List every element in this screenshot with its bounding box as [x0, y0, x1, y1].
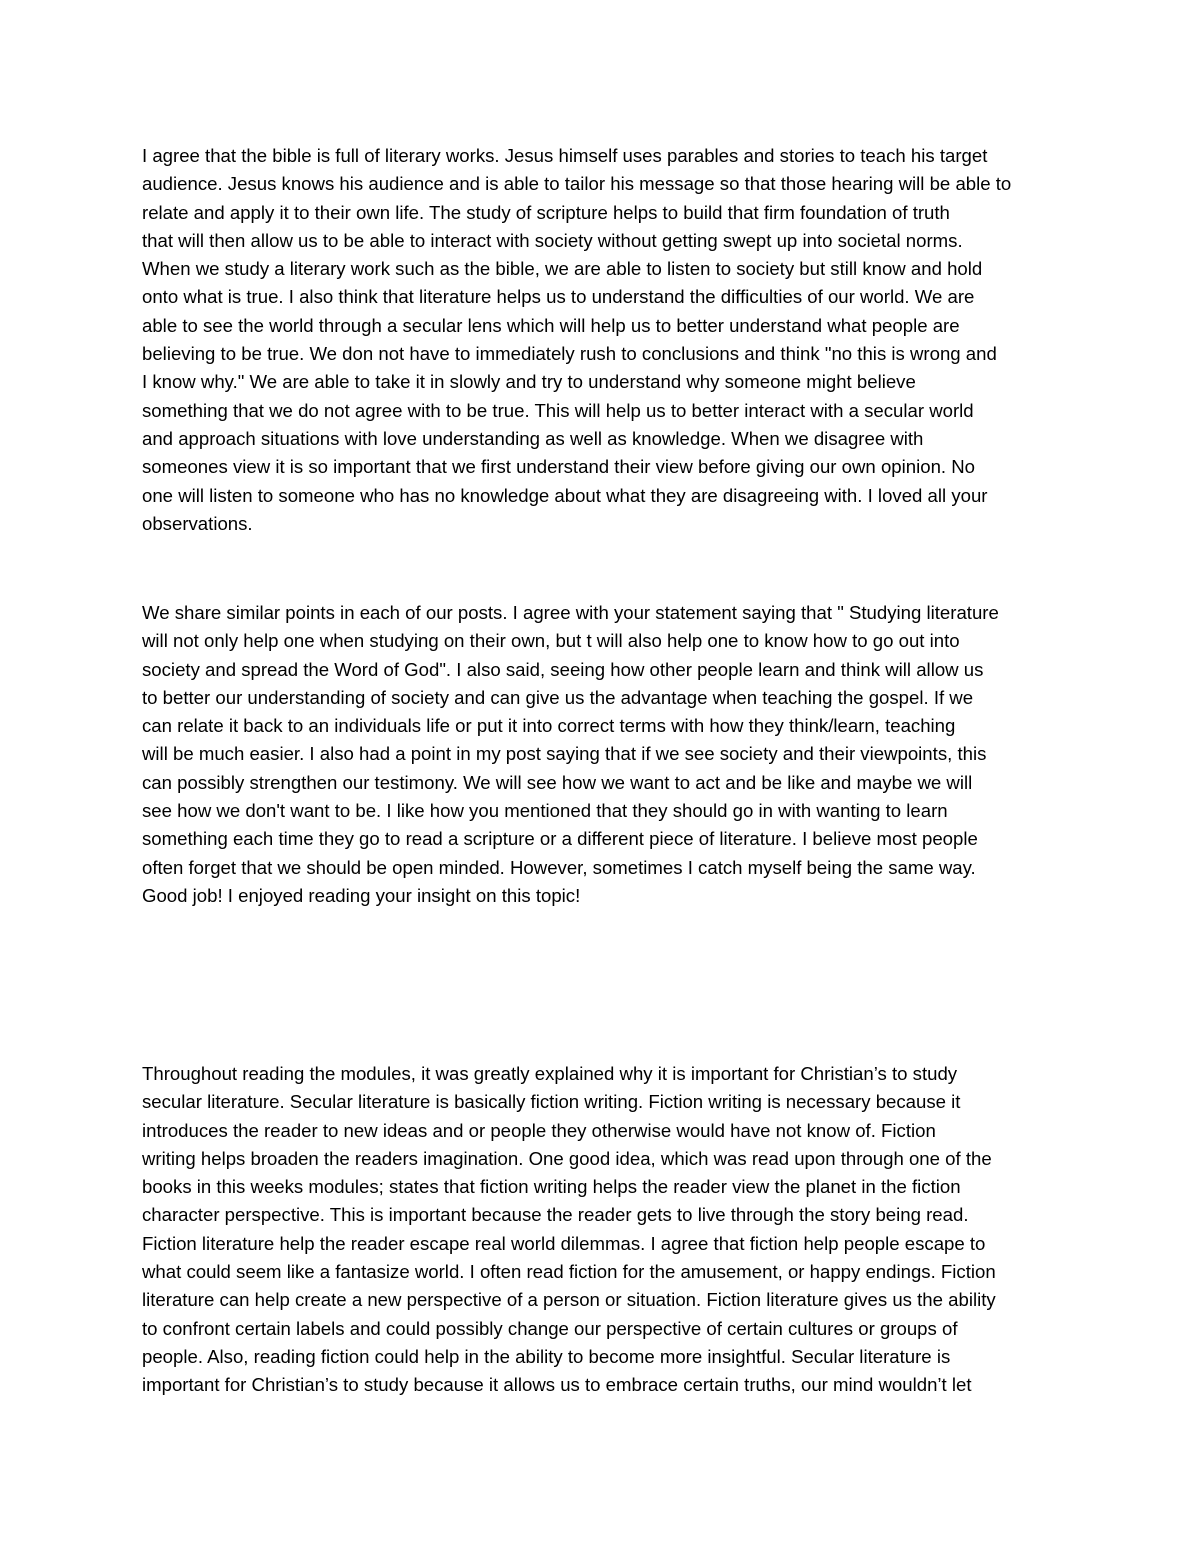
text-line: something each time they go to read a scripture or a different piece of literature. I believe most people	[142, 828, 978, 850]
text-line: I know why." We are able to take it in slowly and try to understand why someone might believe	[142, 371, 916, 393]
text-line: literature can help create a new perspective of a person or situation. Fiction literature gives us the ability	[142, 1289, 996, 1311]
paragraph-2	[142, 599, 999, 910]
text-line: secular literature. Secular literature is basically fiction writing. Fiction writing is necessary because it	[142, 1091, 961, 1113]
text-line: important for Christian’s to study because it allows us to embrace certain truths, our mind wouldn’t let	[142, 1374, 972, 1396]
text-line: something that we do not agree with to be true. This will help us to better interact with a secular world	[142, 399, 974, 421]
text-line: Fiction literature help the reader escape real world dilemmas. I agree that fiction help people escape to	[142, 1232, 986, 1254]
text-line: to better our understanding of society and can give us the advantage when teaching the gospel. If we	[142, 686, 974, 708]
text-line: When we study a literary work such as the bible, we are able to listen to society but still know and hold	[142, 258, 983, 280]
text-line: and approach situations with love understanding as well as knowledge. When we disagree with	[142, 427, 924, 449]
text-line: believing to be true. We don not have to immediately rush to conclusions and think "no this is wrong and	[142, 343, 997, 365]
text-line: someones view it is so important that we first understand their view before giving our own opinion. No	[142, 456, 976, 478]
text-line: can possibly strengthen our testimony. We will see how we want to act and be like and maybe we will	[142, 771, 973, 793]
text-line: will be much easier. I also had a point in my post saying that if we see society and their viewpoints, this	[142, 743, 987, 765]
text-line: We share similar points in each of our posts. I agree with your statement saying that " Studying literature	[142, 602, 999, 623]
text-line: often forget that we should be open minded. However, sometimes I catch myself being the same way.	[142, 856, 976, 878]
text-line: relate and apply it to their own life. The study of scripture helps to build that firm foundation of truth	[142, 201, 950, 223]
text-line: what could seem like a fantasize world. I often read fiction for the amusement, or happy endings. Fiction	[142, 1261, 996, 1283]
text-line: able to see the world through a secular lens which will help us to better understand what people are	[142, 314, 960, 336]
paragraph-1	[142, 142, 1011, 538]
text-line: society and spread the Word of God". I also said, seeing how other people learn and think will allow us	[142, 658, 984, 680]
text-line: observations.	[142, 512, 253, 534]
text-line: Throughout reading the modules, it was greatly explained why it is important for Christian’s to study	[142, 1063, 958, 1084]
text-line: writing helps broaden the readers imagination. One good idea, which was read upon through one of the	[142, 1147, 992, 1169]
text-line: one will listen to someone who has no knowledge about what they are disagreeing with. I loved all your	[142, 484, 988, 506]
text-line: audience. Jesus knows his audience and is able to tailor his message so that those hearing will be able to	[142, 173, 1012, 195]
text-line: I agree that the bible is full of literary works. Jesus himself uses parables and stories to teach his target	[142, 145, 988, 166]
paragraph-3	[142, 1060, 996, 1400]
text-line: people. Also, reading fiction could help in the ability to become more insightful. Secular literature is	[142, 1345, 951, 1367]
text-line: to confront certain labels and could possibly change our perspective of certain cultures or groups of	[142, 1317, 958, 1339]
text-line: can relate it back to an individuals life or put it into correct terms with how they think/learn, teaching	[142, 715, 956, 737]
text-line: onto what is true. I also think that literature helps us to understand the difficulties of our world. We are	[142, 286, 975, 308]
text-line: Good job! I enjoyed reading your insight on this topic!	[142, 884, 581, 906]
text-line: books in this weeks modules; states that fiction writing helps the reader view the planet in the fiction	[142, 1176, 961, 1198]
text-line: introduces the reader to new ideas and or people they otherwise would have not know of. Fiction	[142, 1119, 936, 1141]
text-line: see how we don't want to be. I like how you mentioned that they should go in with wanting to learn	[142, 800, 948, 822]
text-line: will not only help one when studying on their own, but t will also help one to know how to go out into	[142, 630, 960, 652]
text-line: character perspective. This is important because the reader gets to live through the story being read.	[142, 1204, 969, 1226]
text-line: that will then allow us to be able to interact with society without getting swept up into societal norms.	[142, 229, 963, 251]
